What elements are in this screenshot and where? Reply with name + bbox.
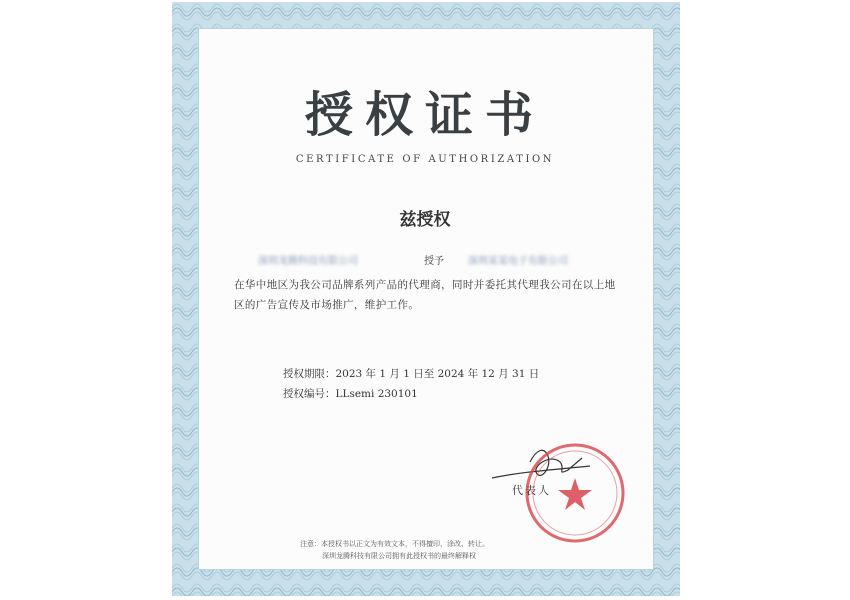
- certificate-title: 授权证书: [304, 87, 545, 143]
- authorization-number: 授权编号：LLsemi 230101: [283, 388, 418, 400]
- authorization-body: 在华中地区为我公司品牌系列产品的代理商，同时并委托其代理我公司在以上地区的广告宣传及市场推广，维护工作。: [234, 279, 616, 311]
- grantee-name: 深圳某某电子有限公司: [468, 256, 568, 267]
- authorization-period: 授权期限：2023 年 1 月 1 日至 2024 年 12 月 31 日: [283, 368, 540, 380]
- certificate-subtitle: CERTIFICATE OF AUTHORIZATION: [295, 154, 555, 165]
- grantor-name: 深圳龙腾科技有限公司: [258, 256, 358, 267]
- parties-line: [258, 252, 638, 268]
- footnote-line-2: 深圳龙腾科技有限公司拥有此授权书的最终解释权: [322, 552, 476, 560]
- representative-label: 代表人: [512, 484, 551, 497]
- footnote-line-1: 注意：本授权书以正文为有效文本，不得擅印、涂改、转让。: [300, 540, 489, 548]
- grant-word: 授予: [424, 256, 444, 267]
- authorization-heading: 兹授权: [399, 210, 451, 230]
